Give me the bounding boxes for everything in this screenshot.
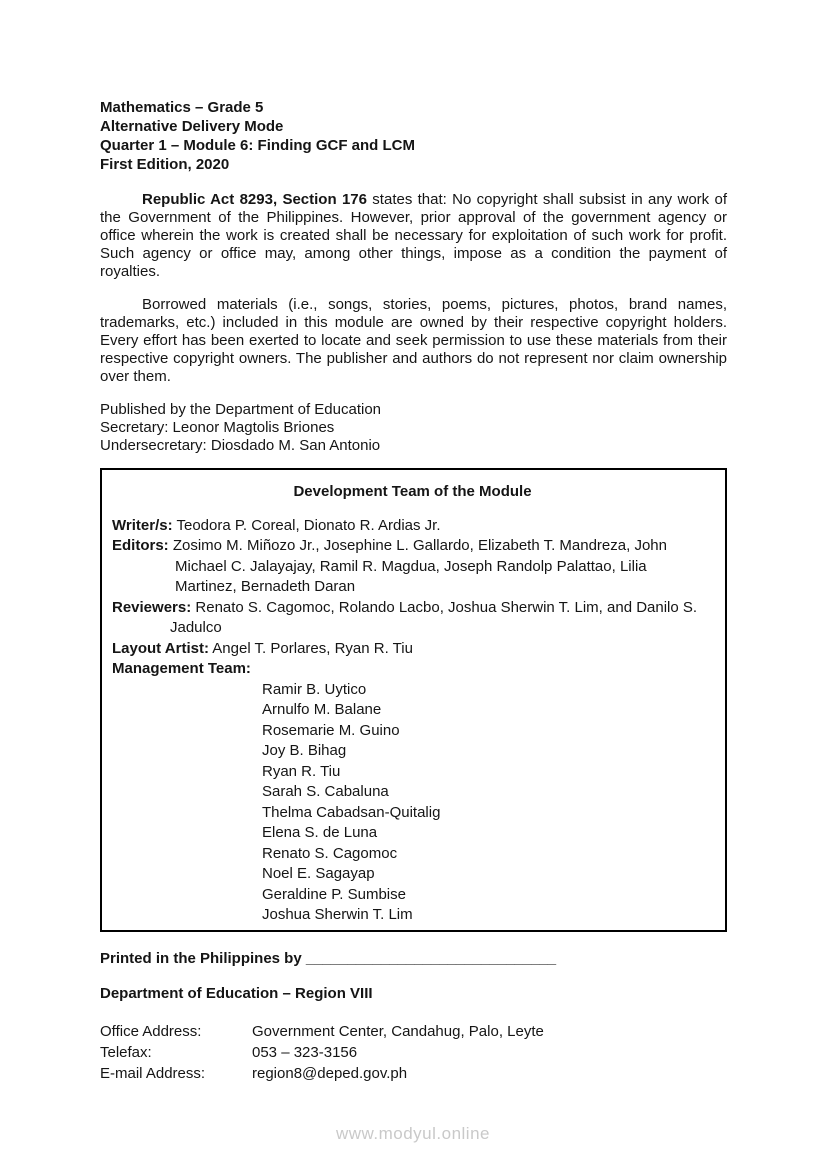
republic-act-citation: Republic Act 8293, Section 176 [142,191,367,208]
development-team-box [100,468,727,932]
module-mode-line: Alternative Delivery Mode [100,118,284,135]
editors-label: Editors: [112,537,169,554]
management-member: Noel E. Sagayap [262,865,375,882]
office-address-row [100,1021,727,1042]
management-member: Geraldine P. Sumbise [262,885,406,903]
printed-by-blank: ______________________________ [305,949,557,967]
page-content [100,98,727,1084]
reviewers-entry [112,598,713,619]
management-member: Renato S. Cagomoc [262,844,398,862]
management-team-label: Management Team: [112,660,251,677]
published-by-line: Published by the Department of Education [100,401,382,418]
development-team-title: Development Team of the Module [293,483,532,500]
editors-entry [112,536,713,557]
deped-region-line: Department of Education – Region VIII [100,984,373,1002]
printed-in-philippines-line [100,950,727,968]
telefax-value: 053 – 323-3156 [252,1043,358,1061]
management-member: Thelma Cabadsan-Quitalig [262,803,441,821]
reviewers-label: Reviewers: [112,598,192,616]
email-address-label: E-mail Address: [100,1064,206,1082]
copyright-paragraph-1-text: states that: No copyright shall subsist in any work of the Government of the Philippines. However, prior approval of the government agency or office wherein the work is created shall be necessary for exploitation of such work for profit. Such agency or office may, among other things, impose as a condition the payment of royalties. [100,191,727,280]
management-member: Joy B. Bihag [262,742,347,759]
printed-by-label: Printed in the Philippines by [100,949,302,967]
management-member: Elena S. de Luna [262,824,378,841]
reviewers-names-line-2: Jadulco [170,619,222,636]
watermark-url: www.modyul.online [335,1124,490,1143]
management-team-list [112,680,713,926]
writers-entry [112,516,713,537]
telefax-label: Telefax: [100,1043,152,1061]
layout-artist-entry [112,639,713,660]
management-member: Rosemarie M. Guino [262,721,400,739]
undersecretary-line: Undersecretary: Diosdado M. San Antonio [100,437,381,454]
module-edition-line: First Edition, 2020 [100,156,230,173]
management-member: Ryan R. Tiu [262,762,341,780]
management-member: Sarah S. Cabaluna [262,783,389,800]
editors-names-line-3: Martinez, Bernadeth Daran [175,578,356,595]
office-address-value: Government Center, Candahug, Palo, Leyte [252,1022,544,1040]
editors-names-line-1: Zosimo M. Miñozo Jr., Josephine L. Gallardo, Elizabeth T. Mandreza, John [172,537,667,554]
office-address-label: Office Address: [100,1022,202,1040]
copyright-paragraph-2: Borrowed materials (i.e., songs, stories, poems, pictures, photos, brand names, trademarks, etc.) included in this module are owned by their respective copyright holders. Every effort has been exerted to locate and seek permission to use these materials from their respective copyright owners. The publisher and authors do not represent nor claim ownership over them. [100,296,727,385]
management-member: Ramir B. Uytico [262,680,367,698]
writers-label: Writer/s: [112,516,173,534]
copyright-paragraph-1 [100,191,727,281]
management-team-entry [112,659,713,680]
editors-names-line-2: Michael C. Jalayajay, Ramil R. Magdua, Joseph Randolp Palattao, Lilia [175,557,647,575]
contact-block [100,1021,727,1084]
module-title-line: Quarter 1 – Module 6: Finding GCF and LCM [100,137,416,154]
layout-artist-names: Angel T. Porlares, Ryan R. Tiu [212,639,413,657]
module-header [100,98,727,174]
email-address-row [100,1063,727,1084]
management-member: Joshua Sherwin T. Lim [262,906,413,923]
module-subject-line: Mathematics – Grade 5 [100,99,264,116]
management-member: Arnulfo M. Balane [262,701,382,718]
email-address-value: region8@deped.gov.ph [252,1064,408,1082]
publisher-block [100,401,727,455]
reviewers-names-line-1: Renato S. Cagomoc, Rolando Lacbo, Joshua Sherwin T. Lim, and Danilo S. [195,598,698,616]
telefax-row [100,1042,727,1063]
layout-artist-label: Layout Artist: [112,639,209,657]
secretary-line: Secretary: Leonor Magtolis Briones [100,419,335,436]
writers-names: Teodora P. Coreal, Dionato R. Ardias Jr. [176,516,441,534]
